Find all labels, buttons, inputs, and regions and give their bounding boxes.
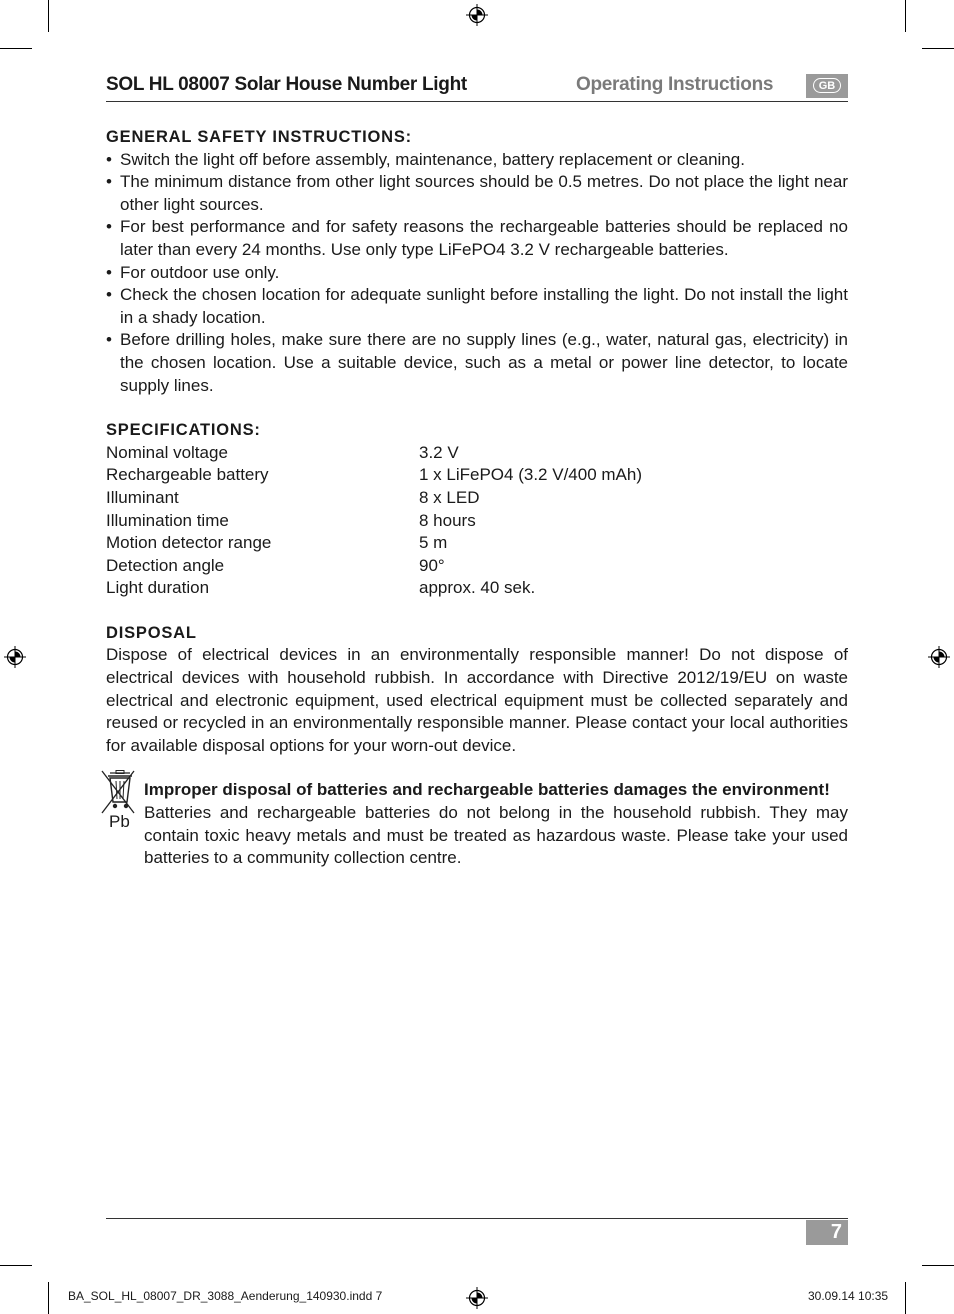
document-title: SOL HL 08007 Solar House Number Light bbox=[106, 74, 467, 95]
spec-row bbox=[106, 577, 848, 600]
spec-value: 5 m bbox=[419, 533, 448, 553]
safety-item: • For best performance and for safety reasons the rechargeable batteries should be replaced no later than every 24 months. Use only type LiFePO4 3.2 V rechargeable batteries. bbox=[106, 216, 848, 261]
spec-value: 90° bbox=[419, 555, 445, 575]
battery-warning-title: Improper disposal of batteries and rechargeable batteries damages the environment! bbox=[144, 780, 830, 800]
crop-mark bbox=[48, 0, 49, 32]
disposal-text: Dispose of electrical devices in an environmentally responsible manner! Do not dispose of electrical devices with household rubbish. In accordance with Directive 2012/19/EU on waste electrical and electronic equipment, used electrical equipment must be collected separately and reused or recycled in an environmentally responsible manner. Please contact your local authorities for available disposal options for your worn-out device. bbox=[106, 645, 848, 755]
spec-label: Illuminant bbox=[106, 487, 179, 507]
crop-mark bbox=[48, 1282, 49, 1314]
spec-row bbox=[106, 487, 848, 510]
safety-item: • The minimum distance from other light sources should be 0.5 metres. Do not place the light near other light sources. bbox=[106, 171, 848, 216]
safety-list bbox=[106, 149, 848, 398]
main-content bbox=[106, 126, 848, 870]
spec-label: Rechargeable battery bbox=[106, 465, 269, 485]
crop-mark bbox=[922, 48, 954, 49]
spec-row bbox=[106, 442, 848, 465]
safety-item: • For outdoor use only. bbox=[106, 262, 848, 285]
spec-row bbox=[106, 510, 848, 533]
spec-value: 8 hours bbox=[419, 510, 476, 530]
spec-value: 8 x LED bbox=[419, 487, 480, 507]
language-code: GB bbox=[813, 78, 841, 93]
language-badge bbox=[806, 74, 848, 98]
spec-label: Nominal voltage bbox=[106, 442, 228, 462]
specifications-table bbox=[106, 442, 848, 600]
spec-label: Motion detector range bbox=[106, 533, 272, 553]
registration-mark-icon bbox=[466, 1287, 488, 1309]
safety-item: • Before drilling holes, make sure there are no supply lines (e.g., water, natural gas, electricity) in the chosen location. Use a suitable device, such as a metal or power line detector, to locate supply lines. bbox=[106, 329, 848, 397]
footer-rule bbox=[106, 1218, 848, 1219]
spec-row bbox=[106, 532, 848, 555]
spec-label: Illumination time bbox=[106, 510, 229, 530]
spec-label: Detection angle bbox=[106, 555, 225, 575]
crop-mark bbox=[0, 48, 32, 49]
page-header bbox=[106, 72, 848, 102]
battery-warning-text: Batteries and rechargeable batteries do not belong in the household rubbish. They may contain toxic heavy metals and must be treated as hazardous waste. Please take your used batteries to a community collection centre. bbox=[144, 803, 848, 868]
safety-title: GENERAL SAFETY INSTRUCTIONS: bbox=[106, 128, 412, 146]
registration-mark-icon bbox=[466, 4, 488, 26]
spec-value: 1 x LiFePO4 (3.2 V/400 mAh) bbox=[419, 465, 642, 485]
crop-mark bbox=[0, 1265, 32, 1266]
operating-instructions-heading: Operating Instructions bbox=[576, 74, 774, 95]
spec-value: 3.2 V bbox=[419, 442, 459, 462]
specifications-title: SPECIFICATIONS: bbox=[106, 421, 261, 440]
slug-filename: BA_SOL_HL_08007_DR_3088_Aenderung_140930.indd 7 bbox=[68, 1289, 383, 1303]
battery-warning bbox=[106, 779, 848, 869]
spec-row bbox=[106, 464, 848, 487]
spec-label: Light duration bbox=[106, 578, 210, 598]
safety-item: • Switch the light off before assembly, maintenance, battery replacement or cleaning. bbox=[106, 149, 848, 172]
crop-mark bbox=[922, 1265, 954, 1266]
crop-mark bbox=[905, 0, 906, 32]
safety-item: • Check the chosen location for adequate sunlight before installing the light. Do not install the light in a shady location. bbox=[106, 284, 848, 329]
spec-row bbox=[106, 555, 848, 578]
spec-value: approx. 40 sek. bbox=[419, 578, 536, 598]
disposal-title: DISPOSAL bbox=[106, 623, 197, 642]
lead-symbol-label: Pb bbox=[109, 812, 130, 832]
slug-timestamp: 30.09.14 10:35 bbox=[808, 1289, 889, 1303]
registration-mark-icon bbox=[928, 646, 950, 668]
crop-mark bbox=[905, 1282, 906, 1314]
page-number: 7 bbox=[806, 1220, 848, 1245]
registration-mark-icon bbox=[4, 646, 26, 668]
